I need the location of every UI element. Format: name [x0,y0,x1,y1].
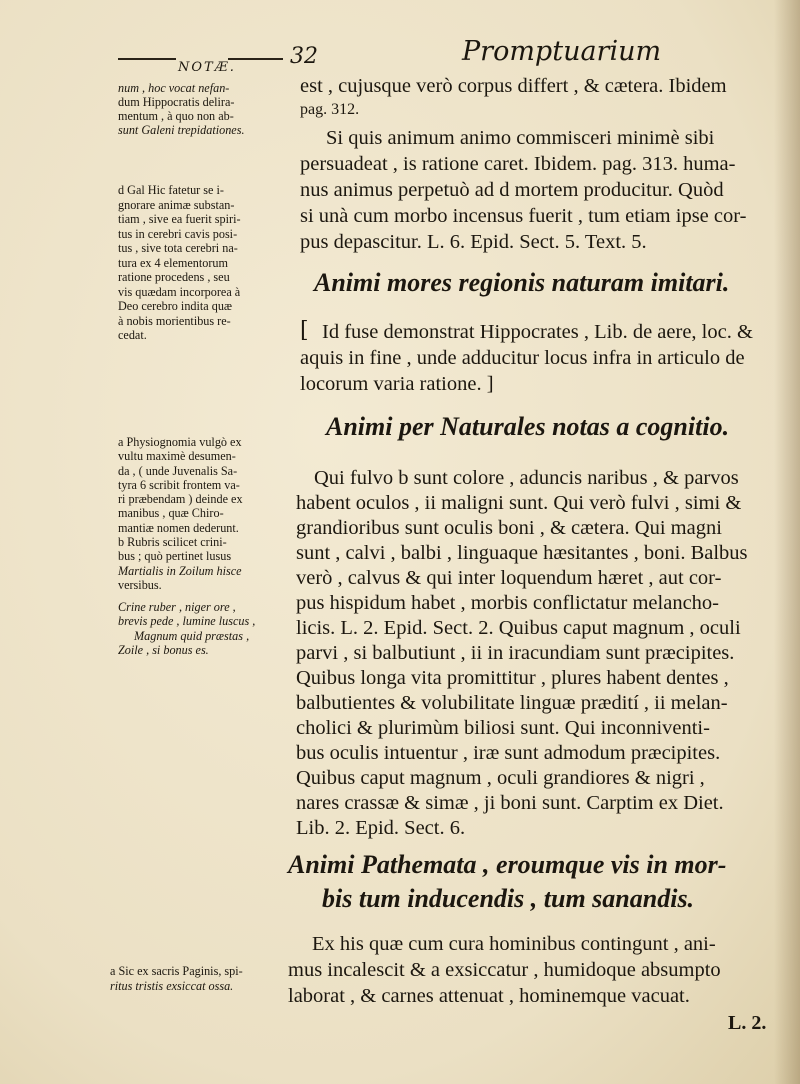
text-line: Si quis animum animo commisceri minimè sibi [326,127,715,149]
margin-line: tura ex 4 elementorum [118,255,228,270]
margin-line: tus in cerebri cavis posi- [118,226,238,241]
text-line: si unà cum morbo incensus fuerit , tum etiam ipse cor- [300,205,747,227]
margin-line: manibus , quæ Chiro- [118,506,224,521]
margin-line: a Physiognomia vulgò ex [118,435,242,449]
margin-note-4 [110,965,243,995]
heading-animi-mores: Animi mores regionis naturam imitari. [314,268,730,297]
text-line: balbutientes & volubilitate linguæ prædití , ii melan- [296,692,728,714]
page-spine-shadow [774,0,800,1084]
margin-line: a Sic ex sacris Paginis, spi- [110,964,243,978]
margin-note-3 [118,436,255,658]
margin-line: vis quædam incorporea à [118,284,241,299]
text-line: grandioribus sunt oculis boni , & cætera. Qui magni [296,517,722,539]
text-line: bus oculis intuentur , iræ sunt admodum præcipites. [296,742,721,764]
header-rule-right [228,58,283,60]
text-line: Id fuse demonstrat Hippocrates , Lib. de aere, loc. & [322,321,753,343]
margin-line: ritus tristis exsiccat ossa. [110,979,234,993]
margin-line: da , ( unde Juvenalis Sa- [118,463,238,478]
text-line: nus animus perpetuò ad d mortem producitur. Quòd [300,179,724,201]
margin-line: b Rubris scilicet crini- [118,535,227,550]
text-line: aquis in fine , unde adducitur locus infra in articulo de [300,347,745,369]
text-line: Quibus longa vita promittitur , plures habent dentes , [296,667,729,689]
margin-line: mantiæ nomen dederunt. [118,520,239,535]
text-line: Quibus caput magnum , oculi grandiores & nigri , [296,767,705,789]
margin-line: cedat. [118,328,147,342]
heading-animi-pathemata-line1: Animi Pathemata , eroumque vis in mor- [288,850,727,879]
margin-line: Zoile , si bonus es. [118,642,209,657]
text-line: persuadeat , is ratione caret. Ibidem. pag. 313. huma- [300,153,736,175]
margin-line: Crine ruber , niger ore , [118,599,236,614]
text-line: Lib. 2. Epid. Sect. 6. [296,817,466,839]
text-line: Ex his quæ cum cura hominibus contingunt , ani- [312,933,716,955]
text-line: pus depascitur. L. 6. Epid. Sect. 5. Text. 5. [300,231,647,253]
margin-line: d Gal Hic fatetur se i- [118,183,224,197]
text-line: licis. L. 2. Epid. Sect. 2. Quibus caput magnum , oculi [296,617,741,639]
margin-line: gnorare animæ substan- [118,197,235,212]
text-line: nares crassæ & simæ , ji boni sunt. Carptim ex Diet. [296,792,724,814]
text-line: habent oculos , ii maligni sunt. Qui verò fulvi , simi & [296,492,742,514]
margin-line: bus ; quò pertinet lusus [118,549,232,564]
paragraph-3 [296,468,748,843]
text-line: laborat , & carnes attenuat , hominemque vacuat. [288,985,690,1007]
margin-line: tus , sive tota cerebri na- [118,241,238,255]
margin-line: ratione procedens , seu [118,270,230,284]
text-line: pag. 312. [300,101,360,118]
margin-line: sunt Galeni trepidationes. [118,123,245,137]
margin-line: num , hoc vocat nefan- [118,81,230,95]
notae-label: NOTÆ. [178,60,236,75]
heading-animi-notas: Animi per Naturales notas a cognitio. [326,412,730,441]
text-line: verò , calvus & qui inter loquendum hæret , aut cor- [296,567,722,589]
margin-line: Martialis in Zoilum hisce [118,563,242,578]
paragraph-1 [300,76,747,258]
margin-line: vultu maximè desumen- [118,449,236,464]
heading-animi-pathemata-line2: bis tum inducendis , tum sanandis. [322,884,695,913]
margin-line: Deo cerebro indita quæ [118,299,233,313]
paragraph-2 [300,322,753,400]
running-title: Promptuarium [462,36,662,67]
margin-note-2 [118,184,241,344]
text-line: sunt , calvi , balbi , linguaque hæsitantes , boni. Balbus [296,542,748,564]
margin-note-1 [118,82,245,138]
margin-line: tyra 6 scribit frontem va- [118,477,240,492]
text-line: parvi , si balbutiunt , ii in iracundiam sunt præcipites. [296,642,735,664]
catchword: L. 2. [728,1012,767,1034]
margin-line: versibus. [118,577,162,592]
margin-line: dum Hippocratis delira- [118,95,235,109]
text-line: mus incalescit & a exsiccatur , humidoque absumpto [288,959,721,981]
margin-line: Magnum quid præstas , [134,628,250,643]
text-line: est , cujusque verò corpus differt , & cætera. Ibidem [300,75,727,97]
margin-line: tiam , sive ea fuerit spiri- [118,212,241,226]
header-rule-left [118,58,176,60]
margin-line: ri præbendam ) deinde ex [118,492,243,507]
margin-line: brevis pede , lumine luscus , [118,614,256,629]
paragraph-4 [288,934,721,1012]
text-line: Qui fulvo b sunt colore , aduncis naribus , & parvos [314,467,739,489]
text-line: cholici & plurimùm biliosi sunt. Qui inconniventi- [296,717,710,739]
page-number: 32 [290,44,318,69]
text-line: locorum varia ratione. ] [300,373,494,395]
margin-line: mentum , à quo non ab- [118,109,234,123]
open-bracket: [ [300,318,309,343]
text-line: pus hispidum habet , morbis conflictatur melancho- [296,592,720,614]
margin-line: à nobis morientibus re- [118,313,231,328]
